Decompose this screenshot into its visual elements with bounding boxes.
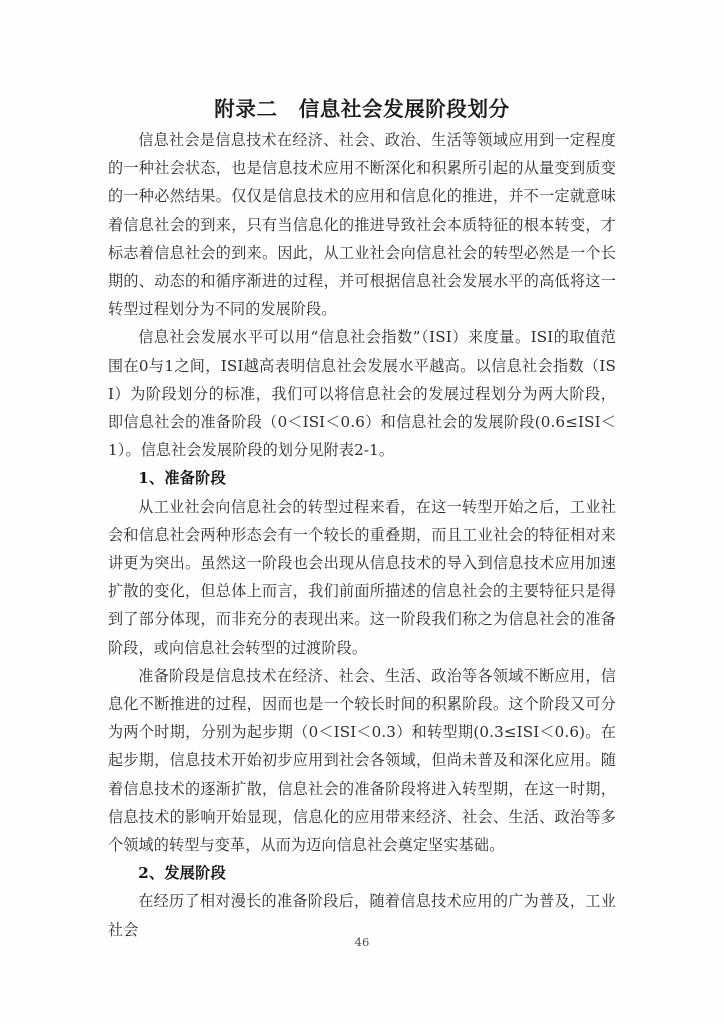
page-number: 46 <box>354 935 370 949</box>
section-heading-development-stage: 2、发展阶段 <box>138 864 226 883</box>
paragraph: 从工业社会向信息社会的转型过程来看，在这一转型开始之后，工业社会和信息社会两种形态会有一个较长的重叠期，而且工业社会的特征相对来讲更为突出。虽然这一阶段也会出现从信息技术的导入到信息技术应用加速扩散的变化，但总体上而言，我们前面所描述的信息社会的主要特征只是得到了部分体现，而非充分的表现出来。这一阶段我们称之为信息社会的准备阶段，或向信息社会转型的过渡阶段。 <box>108 497 616 657</box>
page-title: 附录二 信息社会发展阶段划分 <box>214 96 510 121</box>
paragraph: 在经历了相对漫长的准备阶段后，随着信息技术应用的广为普及，工业社会 <box>108 892 616 939</box>
paragraph: 信息社会是信息技术在经济、社会、政治、生活等领域应用到一定程度的一种社会状态，也是信息技术应用不断深化和积累所引起的从量变到质变的一种必然结果。仅仅是信息技术的应用和信息化的推进，并不一定就意味着信息社会的到来，只有当信息化的推进导致社会本质特征的根本转变，才标志着信息社会的到来。因此，从工业社会向信息社会的转型必然是一个长期的、动态的和循序渐进的过程，并可根据信息社会发展水平的高低将这一转型过程划分为不同的发展阶段。 <box>108 131 616 319</box>
paragraph: 信息社会发展水平可以用“信息社会指数”（ISI）来度量。ISI的取值范围在0与1之间，ISI越高表明信息社会发展水平越高。以信息社会指数（ISI）为阶段划分的标准，我们可以将信息社会的发展过程划分为两大阶段，即信息社会的准备阶段（0＜ISI＜0.6）和信息社会的发展阶段(0.6≤ISI＜1）。信息社会发展阶段的划分见附表2-1。 <box>108 328 616 460</box>
paragraph: 准备阶段是信息技术在经济、社会、生活、政治等各领域不断应用，信息化不断推进的过程，因而也是一个较长时间的积累阶段。这个阶段又可分为两个时期，分别为起步期（0＜ISI＜0.3）和转型期(0.3≤ISI＜0.6)。在起步期，信息技术开始初步应用到社会各领域，但尚未普及和深化应用。随着信息技术的逐渐扩散，信息社会的准备阶段将进入转型期，在这一时期，信息技术的影响开始显现，信息化的应用带来经济、社会、生活、政治等多个领域的转型与变革，从而为迈向信息社会奠定坚实基础。 <box>108 666 616 855</box>
section-heading-preparation-stage: 1、准备阶段 <box>138 469 226 488</box>
document-body <box>108 126 616 944</box>
